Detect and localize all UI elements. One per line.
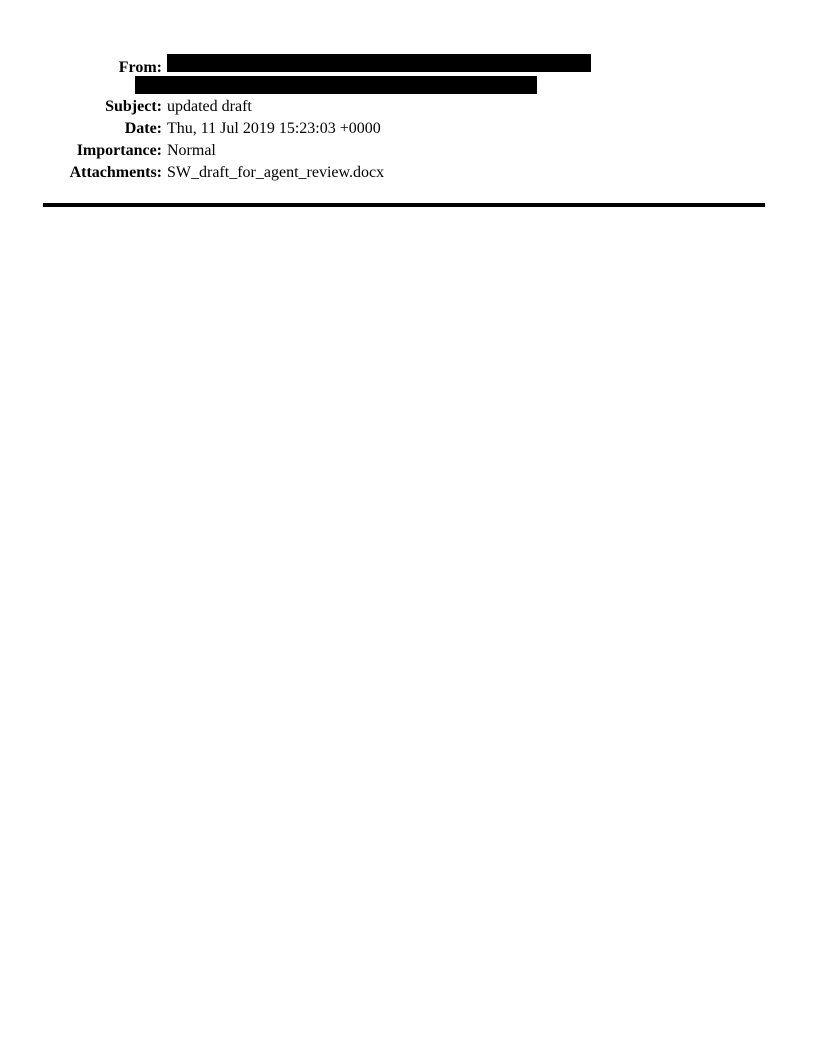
field-label-date: Date: [124,120,162,137]
field-value-from [162,52,816,72]
field-label-importance: Importance: [76,142,162,159]
field-value-redacted-second [162,74,816,94]
header-row-date [0,118,816,140]
field-value-subject: updated draft [167,98,252,115]
field-label-from: From: [118,59,162,76]
field-value-attachments: SW_draft_for_agent_review.docx [167,164,385,181]
header-row-attachments [0,162,816,184]
field-value-date: Thu, 11 Jul 2019 15:23:03 +0000 [167,120,381,137]
field-value-importance: Normal [167,142,216,159]
redaction-bar-second [135,76,537,94]
field-label-attachments: Attachments: [69,164,162,181]
header-row-importance [0,140,816,162]
header-divider [43,203,765,207]
header-row-subject [0,96,816,118]
email-header-block [0,52,816,184]
field-label-subject: Subject: [105,98,162,115]
header-row-from [0,52,816,74]
redaction-bar-from [167,54,591,72]
